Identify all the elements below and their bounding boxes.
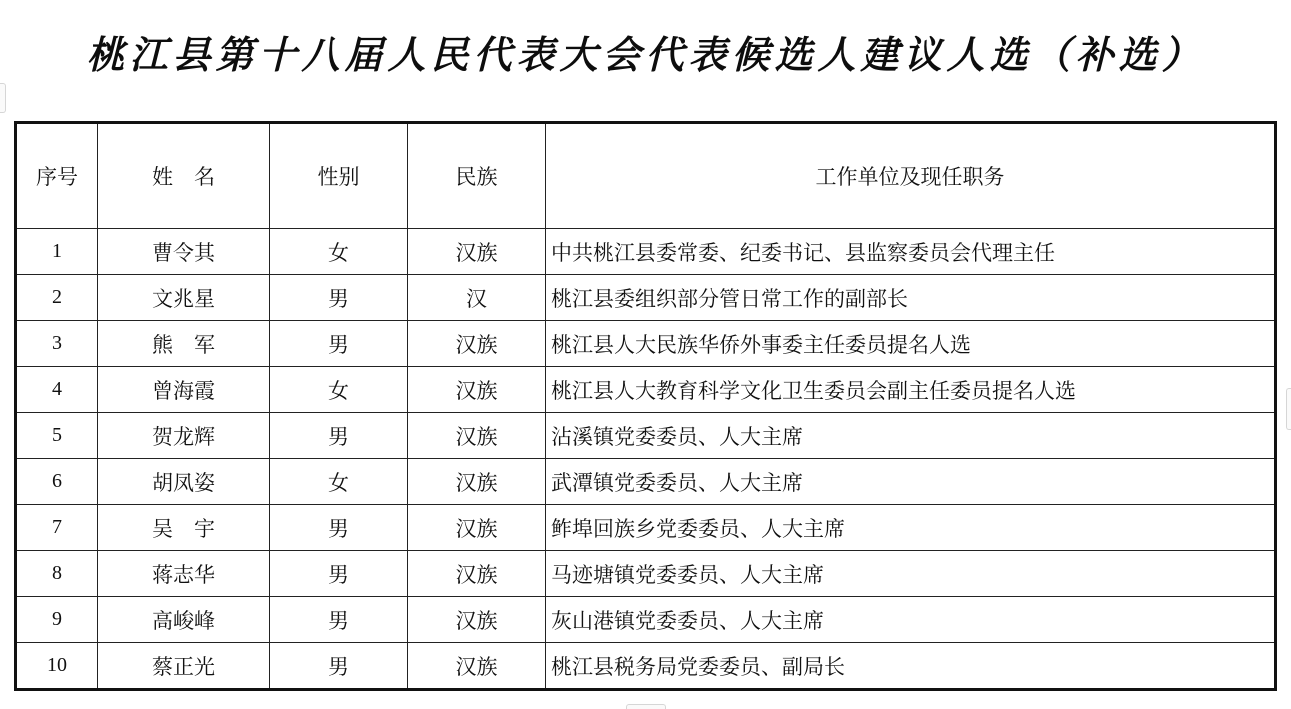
cell-seq: 10 [16,643,98,690]
cell-name: 蔡正光 [98,643,270,690]
table-body [16,229,1276,690]
cell-seq: 5 [16,413,98,459]
table-row [16,275,1276,321]
cell-name: 贺龙辉 [98,413,270,459]
cell-ethnicity: 汉族 [408,367,546,413]
cell-ethnicity: 汉族 [408,597,546,643]
cell-seq: 8 [16,551,98,597]
cell-duty: 中共桃江县委常委、纪委书记、县监察委员会代理主任 [546,229,1276,275]
cell-gender: 男 [270,597,408,643]
document-title: 桃江县第十八届人民代表大会代表候选人建议人选（补选） [86,32,1205,77]
cell-duty: 沾溪镇党委委员、人大主席 [546,413,1276,459]
cell-gender: 女 [270,367,408,413]
cell-name: 曹令其 [98,229,270,275]
bottom-edge-handle [626,704,666,709]
cell-name: 胡凤姿 [98,459,270,505]
cell-seq: 2 [16,275,98,321]
cell-name: 曾海霞 [98,367,270,413]
table-row [16,229,1276,275]
cell-name: 蒋志华 [98,551,270,597]
cell-ethnicity: 汉 [408,275,546,321]
cell-name: 高峻峰 [98,597,270,643]
right-edge-handle [1286,388,1291,430]
cell-name: 熊 军 [98,321,270,367]
candidate-table [14,121,1277,691]
header-ethnicity: 民族 [408,123,546,229]
table-row [16,551,1276,597]
cell-gender: 女 [270,229,408,275]
cell-gender: 男 [270,643,408,690]
cell-duty: 桃江县税务局党委委员、副局长 [546,643,1276,690]
cell-duty: 桃江县人大民族华侨外事委主任委员提名人选 [546,321,1276,367]
cell-gender: 男 [270,505,408,551]
cell-seq: 4 [16,367,98,413]
cell-ethnicity: 汉族 [408,229,546,275]
cell-duty: 桃江县委组织部分管日常工作的副部长 [546,275,1276,321]
cell-ethnicity: 汉族 [408,413,546,459]
table-row [16,597,1276,643]
header-gender: 性别 [270,123,408,229]
cell-name: 吴 宇 [98,505,270,551]
cell-ethnicity: 汉族 [408,551,546,597]
cell-duty: 鲊埠回族乡党委委员、人大主席 [546,505,1276,551]
cell-duty: 马迹塘镇党委委员、人大主席 [546,551,1276,597]
table-row [16,413,1276,459]
cell-ethnicity: 汉族 [408,505,546,551]
cell-gender: 男 [270,551,408,597]
cell-seq: 6 [16,459,98,505]
table-row [16,367,1276,413]
table-header-row [16,123,1276,229]
header-name: 姓 名 [98,123,270,229]
cell-gender: 男 [270,413,408,459]
cell-seq: 1 [16,229,98,275]
cell-duty: 武潭镇党委委员、人大主席 [546,459,1276,505]
header-duty: 工作单位及现任职务 [546,123,1276,229]
cell-gender: 男 [270,275,408,321]
cell-gender: 女 [270,459,408,505]
table-row [16,643,1276,690]
table-row [16,459,1276,505]
cell-seq: 9 [16,597,98,643]
table-row [16,321,1276,367]
cell-gender: 男 [270,321,408,367]
cell-duty: 灰山港镇党委委员、人大主席 [546,597,1276,643]
table-row [16,505,1276,551]
cell-name: 文兆星 [98,275,270,321]
left-edge-handle [0,83,6,113]
cell-seq: 3 [16,321,98,367]
cell-ethnicity: 汉族 [408,643,546,690]
header-seq: 序号 [16,123,98,229]
cell-ethnicity: 汉族 [408,321,546,367]
cell-seq: 7 [16,505,98,551]
cell-ethnicity: 汉族 [408,459,546,505]
cell-duty: 桃江县人大教育科学文化卫生委员会副主任委员提名人选 [546,367,1276,413]
